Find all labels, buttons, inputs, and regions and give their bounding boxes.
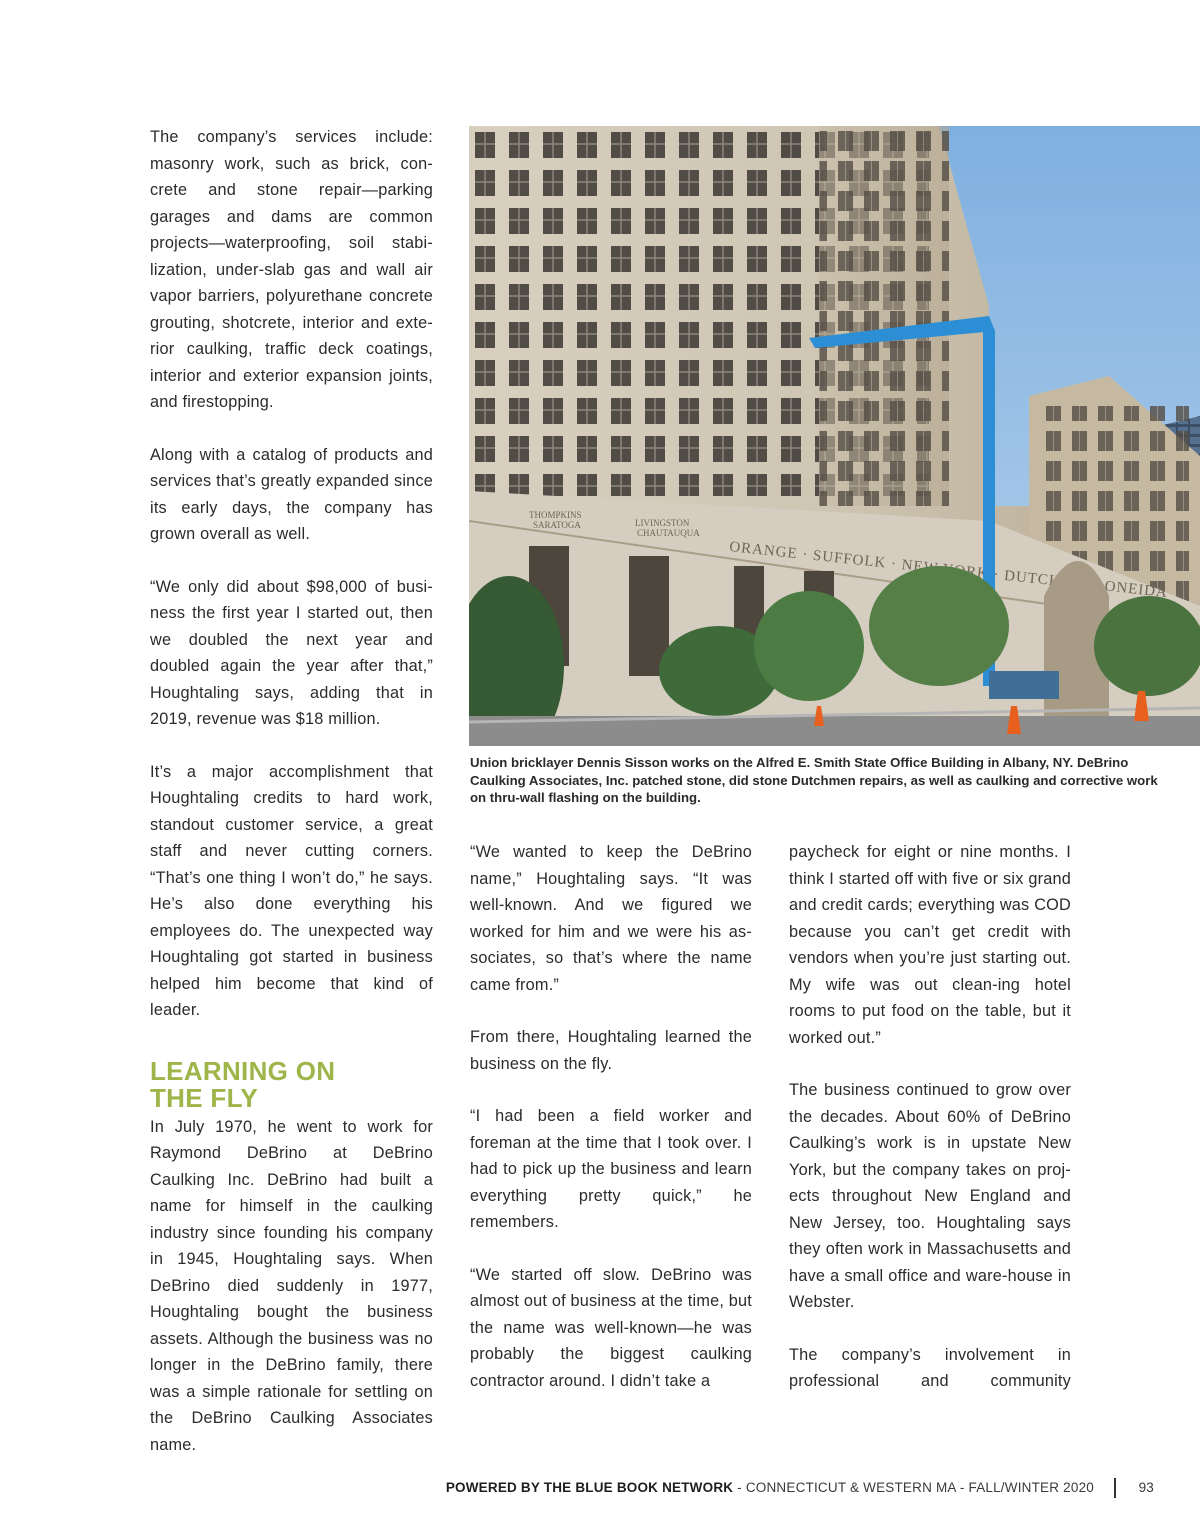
frieze-small-2: SARATOGA (533, 520, 581, 530)
building-photo (469, 126, 1200, 746)
article-column-2 (470, 839, 752, 1394)
paragraph: paycheck for eight or nine months. I think I started off with five or six grand and credit cards; everything was COD because you can’t get credit with vendors when you’re just starting out. My wife was out clean-ing hotel rooms to put food on the table, but it worked out.” (789, 843, 1071, 1047)
footer-divider (1114, 1478, 1116, 1498)
section-heading-line-2: THE FLY (150, 1082, 259, 1113)
paragraph: In July 1970, he went to work for Raymond DeBrino at DeBrino Caulking Inc. DeBrino had built a name for himself in the caulking industry since founding his company in 1945, Houghtaling says. When DeBrino died suddenly in 1977, Houghtaling bought the business assets. Although the business was no longer in the DeBrino family, there was a simple rationale for settling on the DeBrino Caulking Associates name. (150, 1117, 433, 1454)
section-heading-line-1: LEARNING ON (150, 1055, 336, 1086)
frieze-small-4: CHAUTAUQUA (637, 528, 700, 538)
article-column-3 (789, 839, 1071, 1395)
paragraph: From there, Houghtaling learned the business on the fly. (470, 1028, 752, 1073)
footer-edition: - CONNECTICUT & WESTERN MA - FALL/WINTER 2020 (733, 1480, 1094, 1495)
paragraph: “I had been a field worker and foreman at the time that I took over. I had to pick up the business and learn everything pretty quick,” he remembers. (470, 1107, 752, 1231)
paragraph: The company’s services include: masonry work, such as brick, con-crete and stone repair—parking garages and dams are common projects—waterproofing, soil stabi-lization, under-slab gas and wall air vapor barriers, polyurethane concrete grouting, shotcrete, interior and exte-rior caulking, traffic deck coatings, interior and exterior expansion joints, and firestopping. (150, 128, 433, 411)
paragraph: “We wanted to keep the DeBrino name,” Houghtaling says. “It was well-known. And we figured we worked for him and we were his as-sociates, so that’s where the name came from.” (470, 843, 752, 994)
photo-caption: Union bricklayer Dennis Sisson works on the Alfred E. Smith State Office Building in Albany, NY. DeBrino Caulking Associates, Inc. patched stone, did stone Dutchmen repairs, as well as caulking and corrective work on thru-wall flashing on the building. (470, 755, 1158, 805)
paragraph: The business continued to grow over the decades. About 60% of DeBrino Caulking’s work is in upstate New York, but the company takes on proj-ects throughout New England and New Jersey, too. Houghtaling says they often work in Massachusetts and have a small office and ware-house in Webster. (789, 1081, 1071, 1311)
frieze-text: ORANGE · SUFFOLK · NEW · DUTCHESS ONEIDA (728, 539, 1169, 602)
footer-publisher: POWERED BY THE BLUE BOOK NETWORK (445, 1480, 734, 1495)
paragraph: It’s a major accomplishment that Houghtaling credits to hard work, standout customer service, a great staff and never cutting corners. “That’s one thing I won’t do,” he says. He’s also done everything his employees do. The unexpected way Houghtaling got started in business helped him become that kind of leader. (150, 762, 433, 1019)
page-footer (0, 1478, 1154, 1500)
paragraph: The company’s involvement in professional and community (789, 1345, 1071, 1390)
section-heading (150, 1055, 433, 1113)
page-number: 93 (1138, 1480, 1154, 1495)
frieze-small-1: THOMPKINS (529, 510, 582, 520)
footer-text (446, 1480, 1094, 1495)
frieze-small-3: LIVINGSTON (635, 518, 690, 528)
paragraph: Along with a catalog of products and services that’s greatly expanded since its early days, the company has grown overall as well. (150, 445, 433, 543)
paragraph: “We only did about $98,000 of busi-ness the first year I started out, then we doubled the next year and doubled again the year after that,” Houghtaling says, adding that in 2019, revenue was $18 million. (150, 577, 433, 728)
paragraph: “We started off slow. DeBrino was almost out of business at the time, but the name was well-known—he was probably the biggest caulking contractor around. I didn’t take a (470, 1265, 753, 1390)
article-column-1 (150, 124, 433, 1484)
